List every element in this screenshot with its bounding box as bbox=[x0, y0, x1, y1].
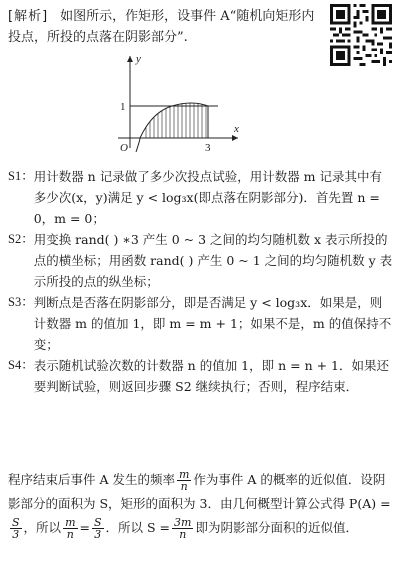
step-label: S1： bbox=[8, 169, 34, 183]
step-text: 用计数器 n 记录做了多少次投点试验，用计数器 m 记录其中有多少次(x，y)满足 y < log₃x(即点落在阴影部分)．首先置 n = 0，m = 0； bbox=[33, 169, 383, 226]
x-axis-label: x bbox=[234, 123, 239, 135]
analysis-header bbox=[8, 6, 326, 48]
conclusion-text: ，所以 bbox=[23, 520, 62, 535]
conclusion-paragraph bbox=[8, 468, 394, 540]
graph-figure bbox=[100, 48, 250, 158]
fraction-m-over-n bbox=[177, 469, 191, 492]
fraction-numerator: m bbox=[65, 516, 76, 529]
conclusion-text: 程序结束后事件 A 发生的频率 bbox=[8, 472, 175, 487]
fraction-numerator: 3m bbox=[174, 516, 192, 529]
step-label: S2： bbox=[8, 232, 34, 246]
tick-label-y-1: 1 bbox=[120, 101, 126, 113]
analysis-tag: [解析] bbox=[8, 9, 49, 24]
fraction-denominator: n bbox=[66, 528, 74, 541]
tick-label-x-3: 3 bbox=[205, 142, 211, 154]
step-label: S3： bbox=[8, 295, 34, 309]
fraction-3m-over-n bbox=[172, 517, 193, 540]
conclusion-text: 作为事件 A 的概率的近似值．设阴影部分的面积为 S，矩形的面积为 3．由几何概型计算公式得 P(A) = bbox=[8, 472, 391, 511]
fraction-denominator: n bbox=[180, 480, 188, 493]
log-curve bbox=[136, 103, 208, 152]
step-label: S4： bbox=[8, 358, 34, 372]
y-axis-label: y bbox=[136, 53, 141, 65]
fraction-numerator: m bbox=[178, 468, 190, 481]
step-text: 表示随机试验次数的计数器 n 的值加 1，即 n = n + 1．如果还要判断试验，则返回步骤 S2 继续执行；否则，程序结束． bbox=[33, 358, 389, 394]
step-text: 判断点是否落在阴影部分，即是否满足 y < log₃x．如果是，则计数器 m 的值加 1，即 m = m + 1；如果不是，m 的值保持不变； bbox=[33, 295, 392, 352]
fraction-m-over-n bbox=[63, 517, 77, 540]
conclusion-text: 即为阴影部分面积的近似值． bbox=[195, 520, 358, 535]
fraction-denominator: 3 bbox=[12, 528, 20, 541]
shaded-region bbox=[146, 103, 206, 138]
y-axis-arrow bbox=[127, 56, 133, 62]
step-s1 bbox=[8, 166, 394, 229]
step-s4 bbox=[8, 355, 394, 397]
fraction-s-over-3 bbox=[92, 517, 104, 540]
x-axis-arrow bbox=[232, 135, 238, 141]
fraction-s-over-3 bbox=[10, 517, 22, 540]
fraction-denominator: n bbox=[179, 528, 187, 541]
step-s3 bbox=[8, 292, 394, 355]
qr-code-image bbox=[330, 4, 392, 66]
fraction-numerator: S bbox=[93, 516, 102, 529]
analysis-intro-text: 如图所示，作矩形，设事件 A“随机向矩形内投点，所投的点落在阴影部分”. bbox=[8, 9, 315, 45]
step-text: 用变换 rand( ) ∗3 产生 0 ~ 3 之间的均匀随机数 x 表示所投的点的横坐标；用函数 rand( ) 产生 0 ~ 1 之间的均匀随机数 y 表示所投的点的纵坐标； bbox=[33, 232, 393, 289]
conclusion-text: ．所以 S = bbox=[105, 520, 171, 535]
fraction-numerator: S bbox=[12, 516, 20, 529]
fraction-denominator: 3 bbox=[94, 528, 102, 541]
algorithm-steps bbox=[8, 166, 394, 397]
conclusion-text: = bbox=[79, 520, 90, 535]
origin-label: O bbox=[120, 142, 128, 154]
step-s2 bbox=[8, 229, 394, 292]
